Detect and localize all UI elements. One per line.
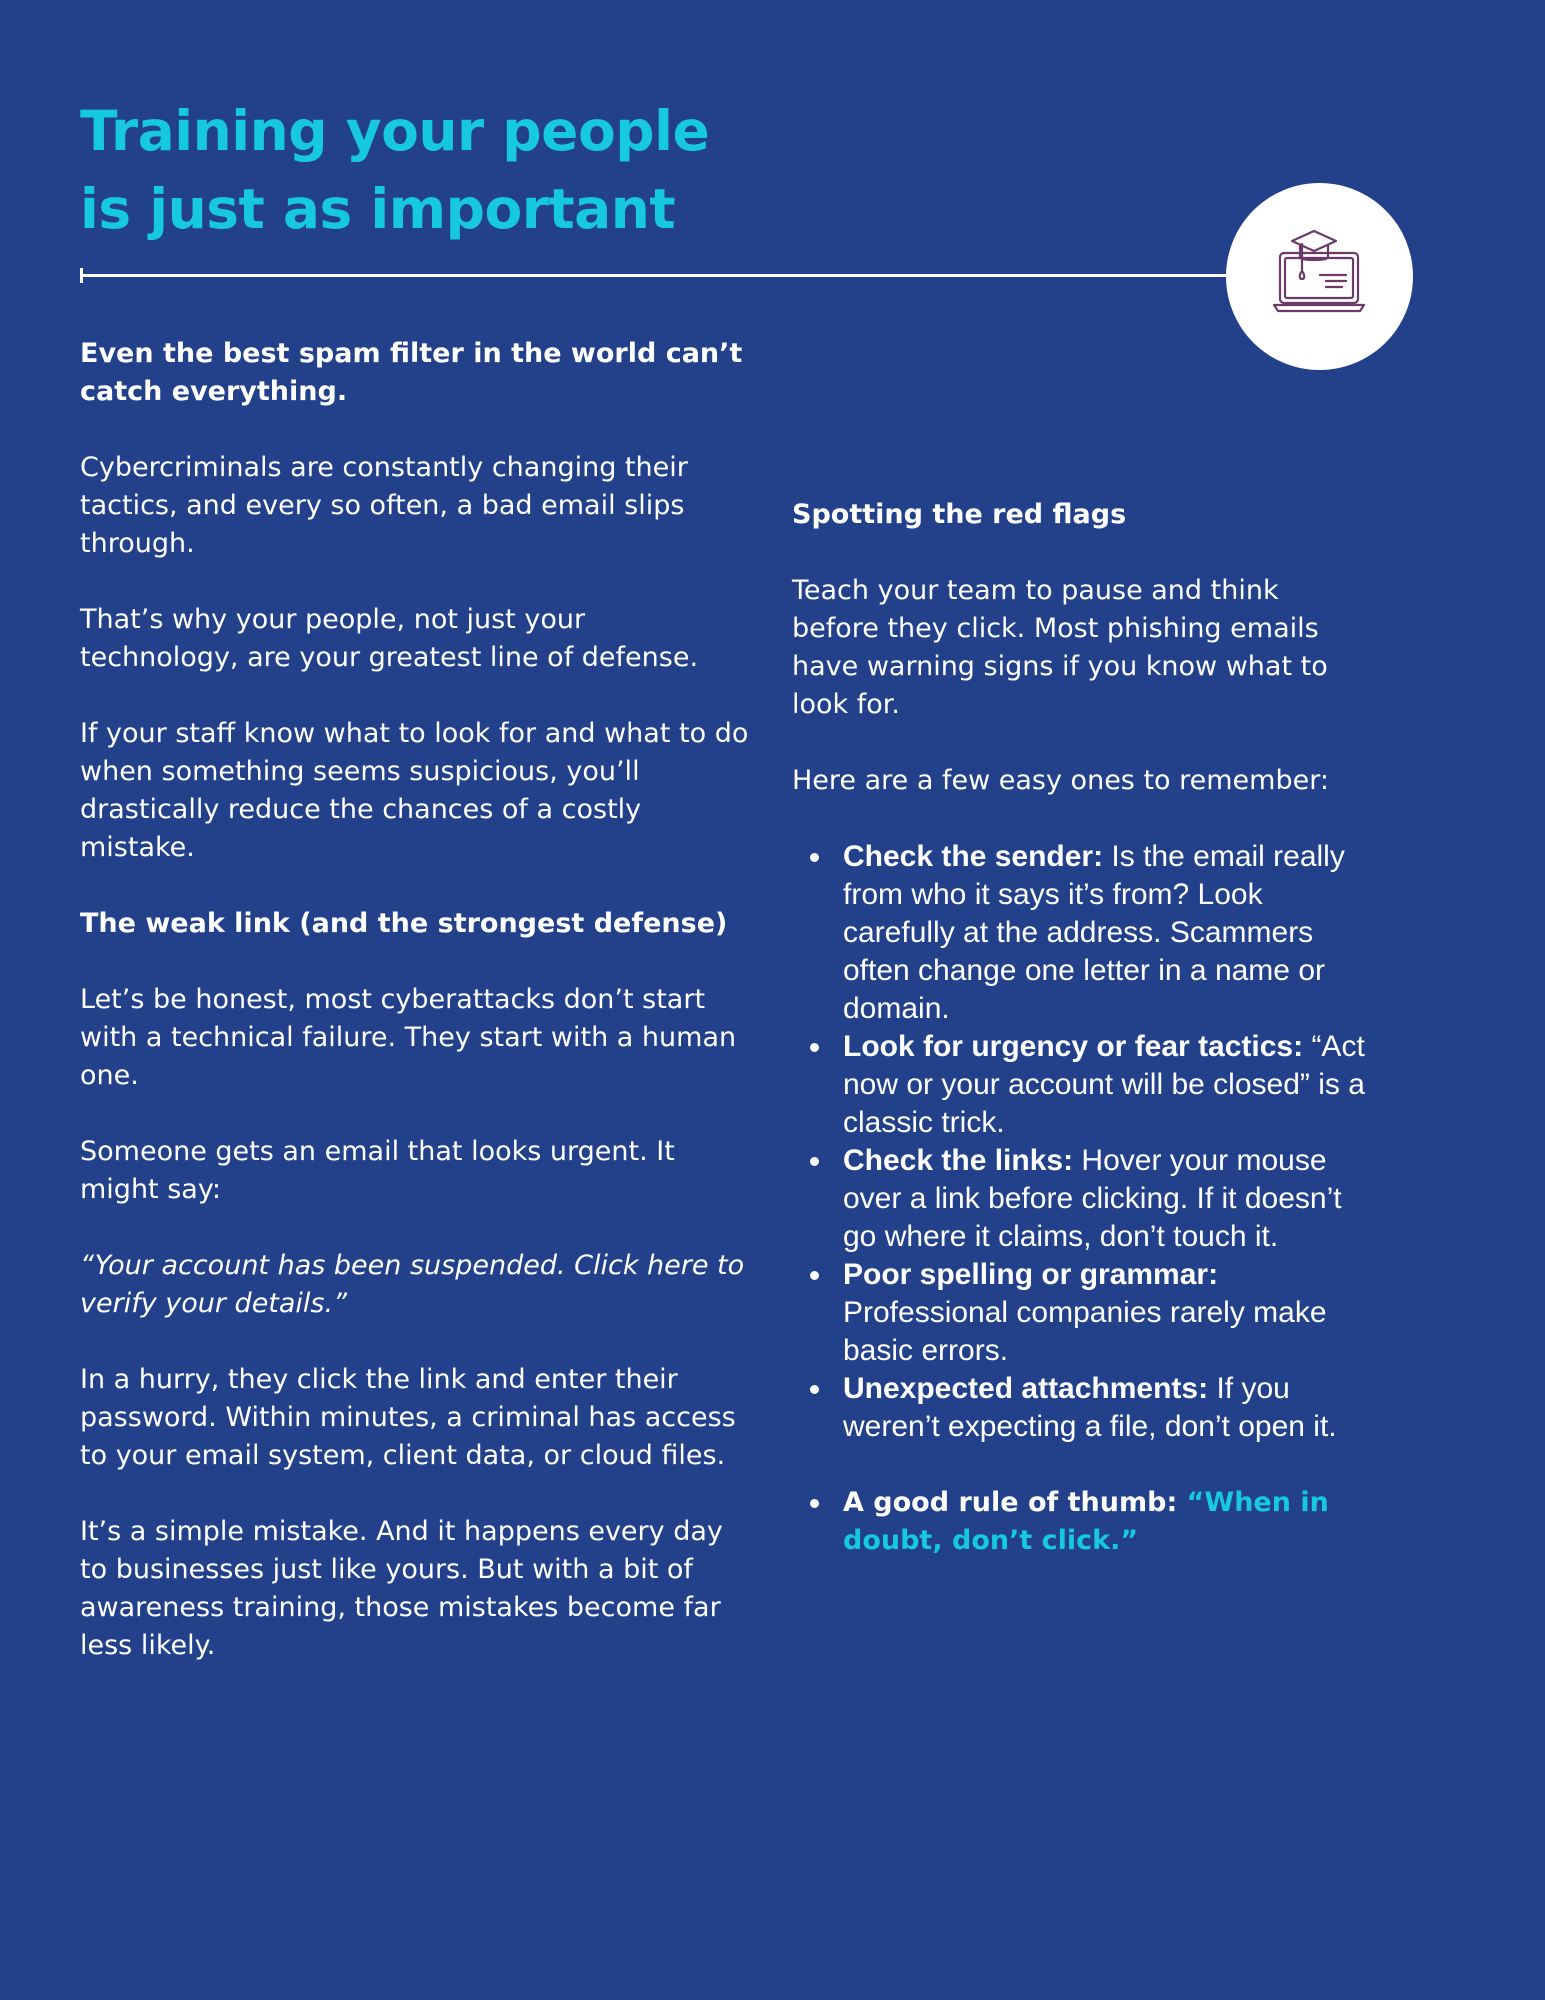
page-title xyxy=(80,92,840,248)
paragraph-tactics: Cybercriminals are constantly changing their tactics, and every so often, a bad email slips through. xyxy=(80,452,688,559)
paragraph-easy-ones: Here are a few easy ones to remember: xyxy=(792,765,1329,796)
flag-text: Professional companies rarely make basic errors. xyxy=(843,1296,1327,1367)
right-column xyxy=(792,496,1372,1560)
rule-quote: “When in doubt, don’t click.” xyxy=(843,1487,1329,1556)
page-title-line-2: is just as important xyxy=(80,177,676,241)
paragraph-simple-mistake: It’s a simple mistake. And it happens every day to businesses just like yours. But with a bit of awareness training, those mistakes become far less likely. xyxy=(80,1516,723,1661)
list-item xyxy=(792,1028,1372,1142)
list-item xyxy=(792,1142,1372,1256)
subheading-red-flags: Spotting the red flags xyxy=(792,499,1127,530)
flag-label: Poor spelling or grammar: xyxy=(843,1258,1219,1291)
list-item xyxy=(792,1484,1372,1560)
flag-text: Hover your mouse over a link before clicking. If it doesn’t go where it claims, don’t touch it. xyxy=(843,1144,1342,1253)
flag-label: Check the sender: xyxy=(843,840,1104,873)
list-item xyxy=(792,838,1372,1028)
flag-text: Is the email really from who it says it’s from? Look carefully at the address. Scammers often change one letter in a name or domain. xyxy=(843,840,1345,1025)
paragraph-pause-and-think: Teach your team to pause and think before they click. Most phishing emails have warning signs if you know what to look for. xyxy=(792,575,1328,720)
subheading-weak-link: The weak link (and the strongest defense) xyxy=(80,908,728,939)
page-title-line-1: Training your people xyxy=(80,99,710,163)
flag-text: “Act now or your account will be closed” is a classic trick. xyxy=(843,1030,1365,1139)
rule-label: A good rule of thumb: xyxy=(843,1487,1178,1518)
flag-label: Unexpected attachments: xyxy=(843,1372,1209,1405)
flag-label: Check the links: xyxy=(843,1144,1074,1177)
left-column xyxy=(80,335,750,1703)
paragraph-urgent-email: Someone gets an email that looks urgent. It might say: xyxy=(80,1136,675,1205)
example-quote: “Your account has been suspended. Click here to verify your details.” xyxy=(80,1250,745,1319)
flag-label: Look for urgency or fear tactics: xyxy=(843,1030,1304,1063)
paragraph-people-defense: That’s why your people, not just your technology, are your greatest line of defense. xyxy=(80,604,699,673)
list-item xyxy=(792,1370,1372,1446)
lead-statement: Even the best spam filter in the world can’t catch everything. xyxy=(80,338,743,407)
paragraph-staff-awareness: If your staff know what to look for and what to do when something seems suspicious, you’ll drastically reduce the chances of a costly mistake. xyxy=(80,718,749,863)
list-item xyxy=(792,1256,1372,1370)
training-badge xyxy=(1226,183,1413,370)
rule-of-thumb xyxy=(792,1484,1372,1560)
paragraph-in-a-hurry: In a hurry, they click the link and enter their password. Within minutes, a criminal has access to your email system, client data, or cloud files. xyxy=(80,1364,736,1471)
title-divider xyxy=(80,274,1230,277)
flag-text: If you weren’t expecting a file, don’t open it. xyxy=(843,1372,1337,1443)
paragraph-human-failure: Let’s be honest, most cyberattacks don’t start with a technical failure. They start with a human one. xyxy=(80,984,737,1091)
graduation-cap-laptop-icon xyxy=(1270,225,1370,325)
red-flags-list xyxy=(792,838,1372,1446)
